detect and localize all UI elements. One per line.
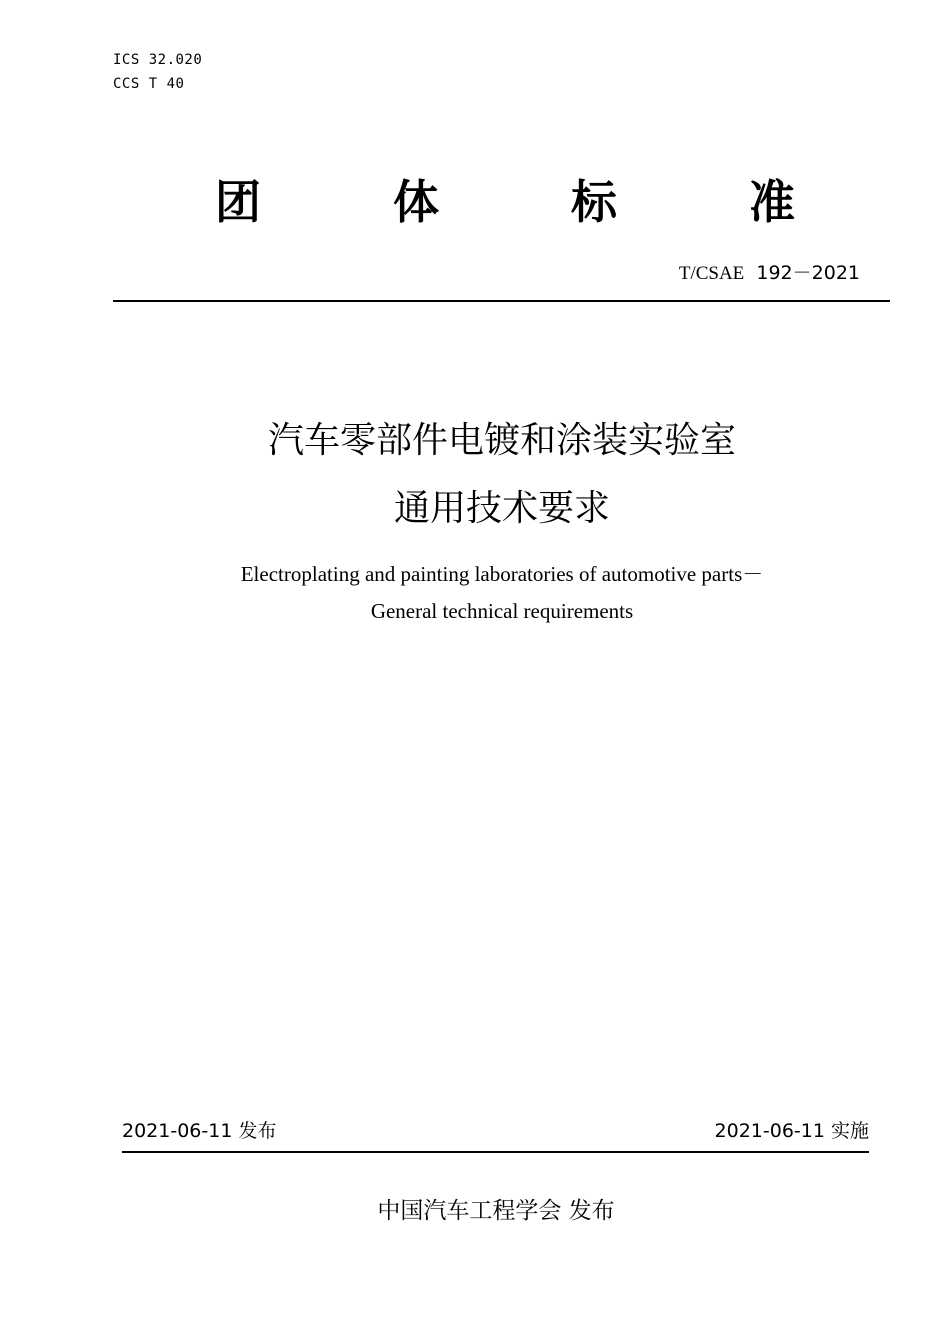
standard-type-char: 团 <box>215 175 261 229</box>
issue-date: 2021-06-11 发布 <box>122 1120 277 1142</box>
title-cn-line-2: 通用技术要求 <box>393 488 610 529</box>
title-en-line-1: Electroplating and painting laboratories of automotive parts－ <box>240 562 764 586</box>
date-row <box>122 1116 869 1146</box>
title-en-line-2: General technical requirements <box>370 599 634 623</box>
standard-number-value: 192－2021 <box>756 262 860 284</box>
top-divider <box>113 300 890 302</box>
title-english <box>0 556 950 630</box>
standard-type-char: 标 <box>571 175 617 229</box>
standard-type-heading <box>215 172 795 232</box>
title-cn-line-1: 汽车零部件电镀和涂装实验室 <box>267 420 736 461</box>
bottom-divider <box>122 1151 869 1153</box>
standard-number-prefix: T/CSAE <box>678 263 745 284</box>
ccs-code: CCS T 40 <box>113 76 185 92</box>
standard-number <box>679 258 860 285</box>
publisher: 中国汽车工程学会 发布 <box>377 1198 615 1224</box>
implementation-date: 2021-06-11 实施 <box>714 1120 869 1142</box>
title-chinese <box>0 418 950 554</box>
ics-code: ICS 32.020 <box>113 52 203 68</box>
standard-type-char: 准 <box>749 175 795 229</box>
classification-codes <box>113 48 202 96</box>
standard-type-char: 体 <box>393 175 439 229</box>
